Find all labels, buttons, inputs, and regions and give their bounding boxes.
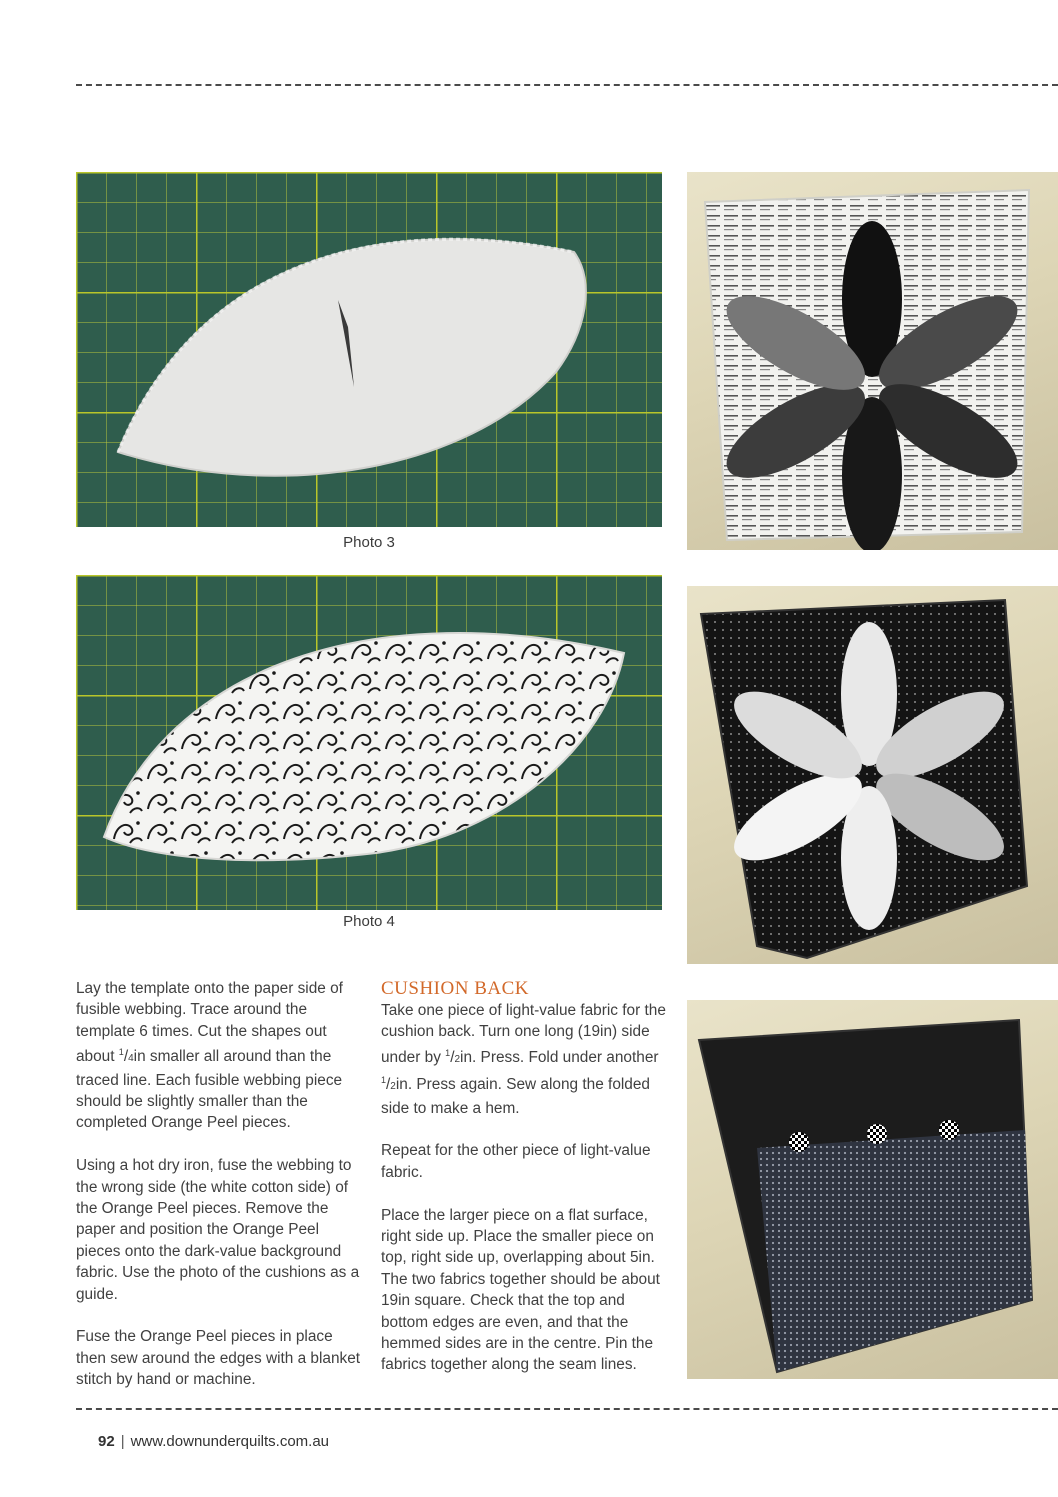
cushion-black-graphic bbox=[687, 586, 1058, 964]
petal-white-shape bbox=[76, 172, 662, 527]
photo-4-caption: Photo 4 bbox=[343, 913, 395, 930]
cushion-back-heading: CUSHION BACK bbox=[381, 978, 529, 999]
cushion-newsprint-graphic bbox=[687, 172, 1058, 550]
page-number: 92 bbox=[98, 1433, 115, 1450]
bottom-dashed-divider bbox=[76, 1408, 1058, 1410]
paragraph-hot-iron: Using a hot dry iron, fuse the webbing to the wrong side (the white cotton side) of the Orange Peel pieces. Remove the paper and position the Orange Peel pieces onto the dark-value background fabric. Use the photo of the cushions as a guide. bbox=[76, 1157, 360, 1303]
instructions-column-right bbox=[381, 978, 666, 1397]
photo-3-caption: Photo 3 bbox=[343, 534, 395, 551]
cushion-photo-black-dotted bbox=[687, 586, 1058, 964]
cushion-back-graphic bbox=[687, 1000, 1058, 1379]
paragraph-fusible-webbing: Lay the template onto the paper side of fusible webbing. Trace around the template 6 times. Cut the shapes out about $^1$/4in smaller all around than the traced line. Each fusible webbing piece should be slightly smaller than the completed Orange Peel pieces. bbox=[76, 980, 343, 1132]
cushion-photo-newsprint bbox=[687, 172, 1058, 550]
petal-patterned-shape bbox=[76, 575, 662, 910]
page-footer bbox=[98, 1433, 329, 1450]
paragraph-cushion-back-hem: Take one piece of light-value fabric for the cushion back. Turn one long (19in) side under by $^1$/2in. Press. Fold under another $^1$/2in. Press again. Sew along the folded side to make a hem. bbox=[381, 1002, 666, 1117]
paragraph-place-pieces: Place the larger piece on a flat surface, right side up. Place the smaller piece on top, right side up, overlapping about 5in. The two fabrics together should be about 19in square. Check that the top and bottom edges are even, and that the hemmed sides are in the centre. Pin the fabrics together along the seam lines. bbox=[381, 1206, 660, 1374]
paragraph-repeat: Repeat for the other piece of light-value fabric. bbox=[381, 1142, 651, 1181]
top-dashed-divider bbox=[76, 84, 1058, 86]
paragraph-fuse-pieces: Fuse the Orange Peel pieces in place then sew around the edges with a blanket stitch by hand or machine. bbox=[76, 1328, 361, 1389]
cushion-photo-back bbox=[687, 1000, 1058, 1379]
website-link[interactable]: www.downunderquilts.com.au bbox=[130, 1433, 330, 1450]
instructions-column-left bbox=[76, 978, 362, 1412]
photo-4-patterned-petal bbox=[76, 575, 662, 910]
footer-separator: | bbox=[120, 1433, 125, 1450]
photo-3-white-petal-template bbox=[76, 172, 662, 527]
